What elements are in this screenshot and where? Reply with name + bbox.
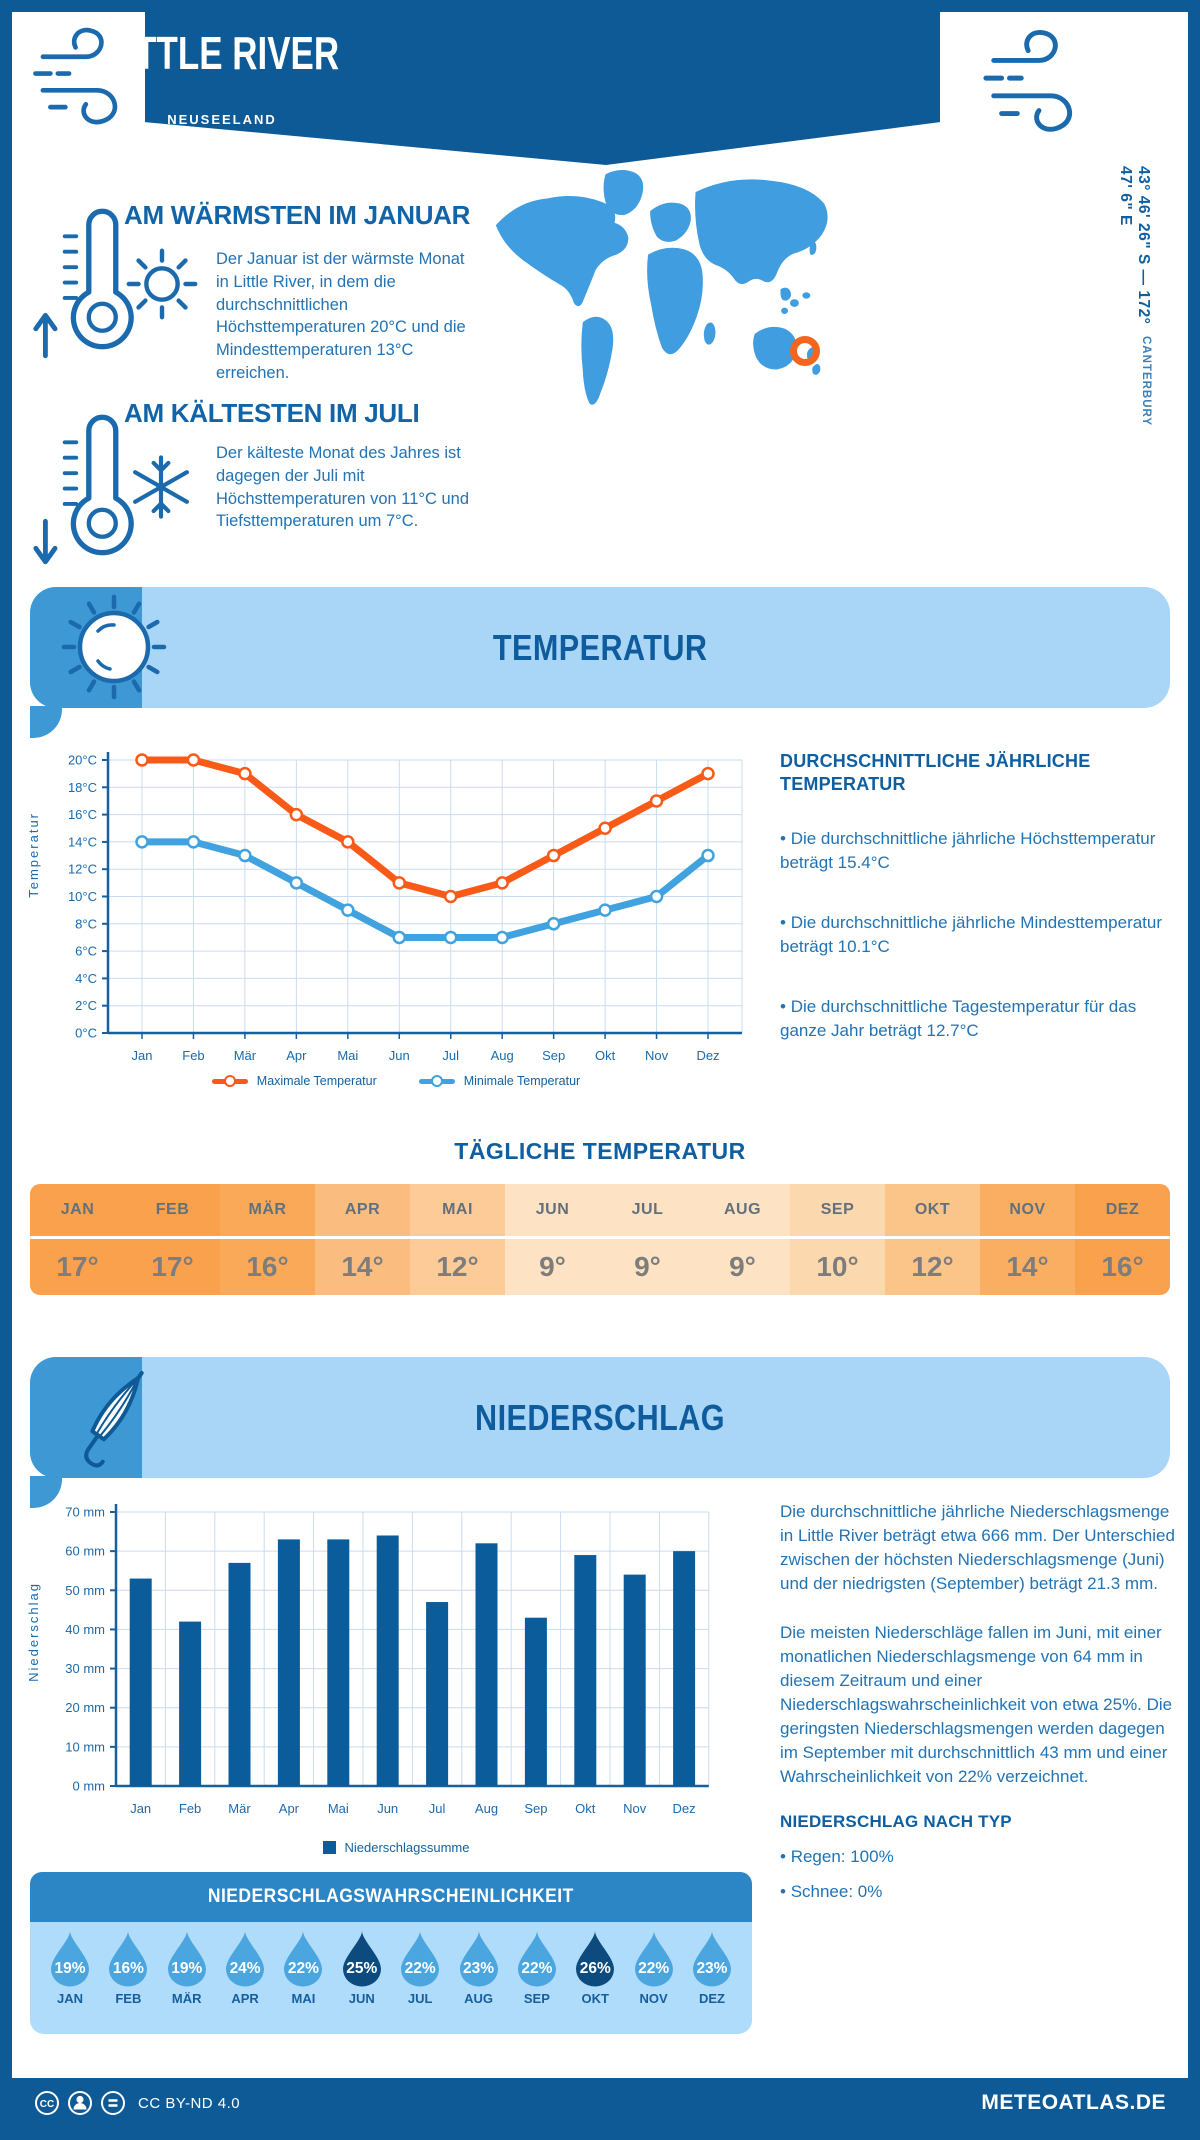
probability-value: 16% [112,1960,144,1977]
precipitation-bar-chart [36,1490,756,1830]
warmest-text: Der Januar ist der wärmste Monat in Little River, in dem die durchschnittlichen Höchsttemperaturen 20°C und die Mindesttemperaturen 13°C erreichen. [216,250,466,382]
daily-temp-cell [505,1184,600,1295]
probability-drop [159,1930,215,2034]
daily-temp-cell [315,1184,410,1295]
annual-temp-heading: DURCHSCHNITTLICHE JÄHRLICHE TEMPERATUR [780,751,1091,795]
temperature-chart-legend [36,1074,756,1088]
probability-drop [509,1930,565,2034]
probability-value: 25% [346,1960,378,1977]
precipitation-section-title: NIEDERSCHLAG [475,1396,725,1438]
probability-drop [626,1930,682,2034]
daily-temp-month: DEZ [1075,1184,1170,1239]
daily-temp-month: NOV [980,1184,1075,1239]
svg-text:Jul: Jul [442,1048,460,1063]
svg-text:Okt: Okt [575,1801,596,1816]
daily-temp-cell [790,1184,885,1295]
svg-text:Dez: Dez [672,1801,696,1816]
precipitation-paragraph: Die meisten Niederschläge fallen im Juni, mit einer monatlichen Niederschlagsmenge von 64 mm in diesem Zeitraum und einer Niederschlagswahrscheinlichkeit von etwa 25%. Die geringsten Niederschlagsmengen werden dagegen im September mit durchschnittlich 43 mm und einer Wahrscheinlichkeit von 22% verzeichnet. [780,1622,1173,1787]
svg-text:10°C: 10°C [67,889,97,904]
daily-temp-value: 10° [816,1251,859,1282]
daily-temp-month: SEP [790,1184,885,1239]
site-link[interactable]: METEOATLAS.DE [981,2091,1166,2114]
svg-text:Mär: Mär [228,1801,251,1816]
y-axis-label: Temperatur [26,812,41,898]
wind-icon [28,20,140,142]
daily-temp-month: MAI [410,1184,505,1239]
probability-month: NOV [639,1991,668,2006]
svg-text:Feb: Feb [178,1801,202,1816]
daily-temp-month: OKT [885,1184,980,1239]
svg-text:Jun: Jun [377,1801,399,1816]
svg-text:70 mm: 70 mm [65,1504,105,1520]
no-derivatives-icon [100,2090,126,2116]
temperature-line-chart [36,740,756,1075]
svg-text:Jan: Jan [130,1801,152,1816]
svg-text:12°C: 12°C [67,861,97,877]
legend-item: Maximale Temperatur [212,1074,377,1088]
attribution-icon [67,2090,93,2116]
probability-drop [334,1930,390,2034]
svg-text:16°C: 16°C [67,807,97,823]
svg-text:18°C: 18°C [67,779,97,795]
page-subtitle: NEUSEELAND [167,112,277,127]
probability-drop [275,1930,331,2034]
probability-value: 22% [287,1960,319,1977]
daily-temperature-table [30,1184,1170,1295]
probability-drop [392,1930,448,2034]
coldest-heading: AM KÄLTESTEN IM JULI [124,398,420,428]
precip-by-type-heading: NIEDERSCHLAG NACH TYP [780,1812,1012,1832]
probability-month: JAN [56,1991,83,2006]
daily-temp-cell [1075,1184,1170,1295]
thermometer-down-icon [30,404,136,576]
svg-text:14°C: 14°C [67,834,97,850]
svg-text:Apr: Apr [278,1801,300,1816]
svg-text:Aug: Aug [490,1048,514,1063]
license-label: CC BY-ND 4.0 [138,2094,241,2112]
probability-value: 23% [463,1960,495,1977]
annual-temperature-column [780,750,1180,1044]
probability-heading: NIEDERSCHLAGSWAHRSCHEINLICHKEIT [208,1886,574,1907]
daily-temp-value: 17° [151,1251,194,1282]
cc-icon [34,2090,60,2116]
daily-temp-month: FEB [125,1184,220,1239]
legend-item: Niederschlagssumme [323,1840,470,1855]
precipitation-text-column [780,1500,1180,1904]
probability-month: AUG [464,1991,493,2006]
svg-text:Jul: Jul [428,1801,446,1816]
location-marker [790,336,820,366]
probability-month: MÄR [171,1991,202,2006]
daily-temp-value: 14° [341,1251,384,1282]
daily-temperature-heading: TÄGLICHE TEMPERATUR [454,1138,746,1164]
svg-text:Apr: Apr [286,1048,307,1063]
probability-drop [217,1930,273,2034]
daily-temp-value: 9° [634,1251,661,1282]
warmest-heading: AM WÄRMSTEN IM JANUAR [124,200,471,230]
daily-temp-month: JUN [505,1184,600,1239]
daily-temp-month: JAN [30,1184,125,1239]
probability-value: 19% [54,1960,86,1977]
probability-month: DEZ [698,1991,725,2006]
probability-value: 22% [404,1960,436,1977]
temperature-section-banner [30,587,1170,708]
svg-text:0 mm: 0 mm [72,1778,105,1794]
daily-temp-cell [220,1184,315,1295]
snowflake-icon [124,450,198,524]
wind-icon [978,24,1096,148]
y-axis-label: Niederschlag [26,1582,41,1682]
svg-text:20°C: 20°C [67,752,97,768]
probability-drop [42,1930,98,2034]
svg-text:2°C: 2°C [75,998,97,1014]
coldest-text: Der kälteste Monat des Jahres ist dagegen der Juli mit Höchsttemperaturen von 11°C und Tiefsttemperaturen um 7°C. [216,444,470,531]
svg-text:40 mm: 40 mm [65,1621,105,1637]
svg-text:Jan: Jan [131,1048,153,1063]
daily-temp-cell [30,1184,125,1295]
probability-value: 22% [521,1960,553,1977]
svg-text:Nov: Nov [644,1048,669,1063]
probability-value: 26% [579,1960,611,1977]
probability-month: FEB [115,1991,142,2006]
probability-drop [451,1930,507,2034]
footer [12,2078,1188,2128]
svg-text:60 mm: 60 mm [65,1543,105,1559]
precipitation-chart-legend [36,1840,756,1855]
daily-temp-value: 16° [1101,1251,1144,1282]
precip-type-item: • Regen: 100% [780,1845,1180,1869]
probability-month: SEP [523,1991,550,2006]
precip-type-item: • Schnee: 0% [780,1880,1180,1904]
probability-drop [100,1930,156,2034]
precipitation-paragraph: Die durchschnittliche jährliche Niederschlagsmenge in Little River beträgt etwa 666 mm. Der Unterschied zwischen der höchsten Niederschlagsmenge (Juni) und der niedrigsten (September) beträgt 21.3 mm. [780,1502,1175,1594]
svg-text:Aug: Aug [474,1801,499,1816]
probability-month: APR [231,1991,259,2006]
probability-value: 19% [171,1960,203,1977]
svg-text:30 mm: 30 mm [65,1661,105,1677]
svg-text:Okt: Okt [594,1048,616,1063]
location-coordinates: 43° 46' 26" S — 172° 47' 6" E CANTERBURY [1117,166,1152,426]
probability-drop [684,1930,740,2034]
daily-temp-cell [980,1184,1075,1295]
page-title: LITTLE RIVER [104,27,340,79]
legend-item: Minimale Temperatur [419,1074,580,1088]
probability-value: 24% [229,1960,261,1977]
daily-temp-value: 12° [911,1251,954,1282]
probability-drop [567,1930,623,2034]
svg-text:Dez: Dez [696,1048,720,1063]
probability-value: 23% [696,1960,728,1977]
annual-temp-bullet: • Die durchschnittliche jährliche Höchsttemperatur beträgt 15.4°C [780,827,1180,875]
daily-temp-value: 9° [539,1251,566,1282]
daily-temp-month: JUL [600,1184,695,1239]
daily-temp-cell [410,1184,505,1295]
annual-temp-bullet: • Die durchschnittliche jährliche Mindesttemperatur beträgt 10.1°C [780,911,1180,959]
svg-text:10 mm: 10 mm [65,1739,105,1755]
probability-month: MAI [291,1991,316,2006]
svg-text:50 mm: 50 mm [65,1582,105,1598]
world-map [478,164,834,432]
daily-temp-cell [600,1184,695,1295]
daily-temp-value: 14° [1006,1251,1049,1282]
daily-temp-cell [695,1184,790,1295]
daily-temp-month: APR [315,1184,410,1239]
probability-header [30,1872,752,1922]
svg-text:20 mm: 20 mm [65,1700,105,1716]
svg-text:Nov: Nov [623,1801,647,1816]
svg-text:Sep: Sep [542,1048,566,1063]
daily-temp-value: 12° [436,1251,479,1282]
probability-month: JUN [348,1991,375,2006]
svg-text:CC: CC [39,2099,55,2110]
svg-text:0°C: 0°C [75,1025,97,1041]
daily-temp-value: 9° [729,1251,756,1282]
daily-temp-cell [125,1184,220,1295]
svg-text:Jun: Jun [388,1048,410,1063]
svg-text:4°C: 4°C [75,970,97,986]
svg-text:Mai: Mai [327,1801,349,1816]
svg-text:Mai: Mai [337,1048,359,1063]
banner-tail [30,706,62,738]
svg-text:Feb: Feb [182,1048,205,1063]
svg-text:Sep: Sep [524,1801,548,1816]
daily-temp-month: AUG [695,1184,790,1239]
probability-month: OKT [581,1991,609,2006]
svg-text:Mär: Mär [233,1048,257,1063]
annual-temp-bullet: • Die durchschnittliche Tagestemperatur für das ganze Jahr beträgt 12.7°C [780,995,1180,1043]
sun-icon [118,240,206,328]
svg-text:6°C: 6°C [75,943,97,959]
precipitation-section-banner [30,1357,1170,1478]
svg-text:8°C: 8°C [75,916,97,932]
daily-temp-month: MÄR [220,1184,315,1239]
daily-temp-cell [885,1184,980,1295]
daily-temp-value: 16° [246,1251,289,1282]
probability-drops-row [30,1922,752,2034]
temperature-section-title: TEMPERATUR [492,626,708,668]
probability-month: JUL [407,1991,433,2006]
probability-value: 22% [638,1960,670,1977]
daily-temp-value: 17° [56,1251,99,1282]
